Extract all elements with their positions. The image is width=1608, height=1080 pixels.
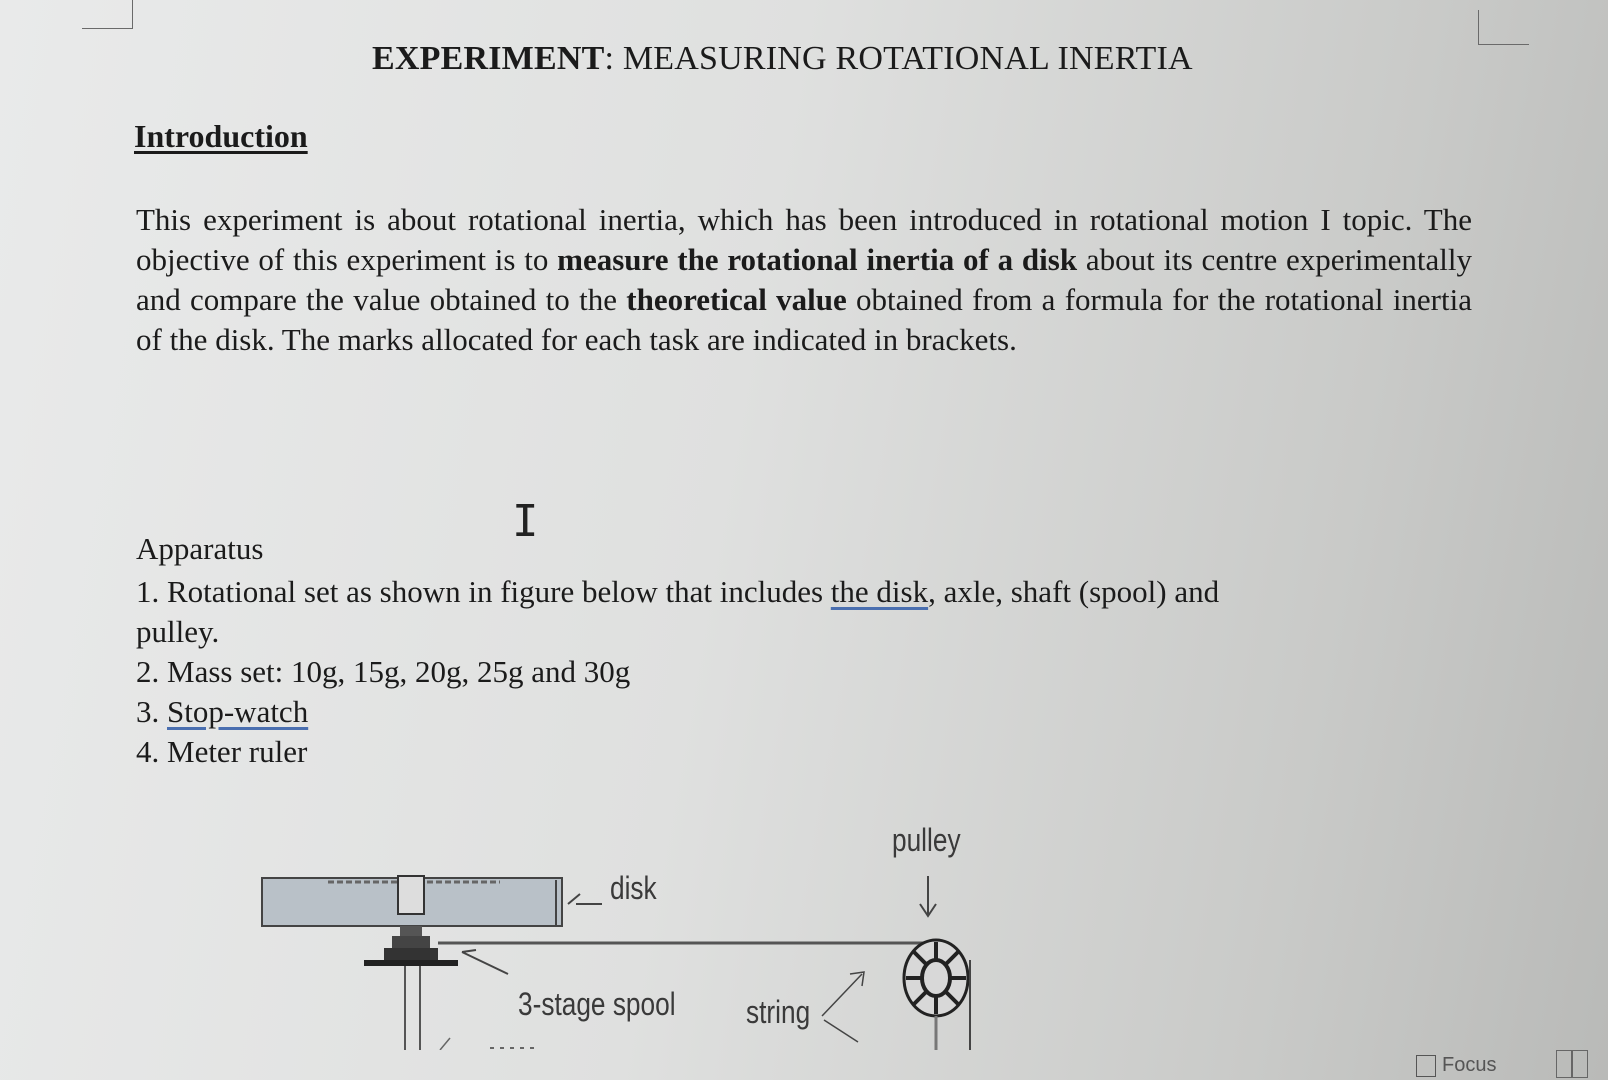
title-rest: : MEASURING ROTATIONAL INERTIA	[604, 40, 1193, 77]
ibeam-cursor-icon: I	[512, 496, 539, 547]
arrow	[462, 952, 508, 974]
figure-label-pulley: pulley	[892, 822, 961, 858]
read-mode-icon[interactable]	[1556, 1050, 1588, 1078]
list-item: pulley.	[136, 614, 220, 649]
base-plate	[364, 960, 458, 966]
page-margin-corner-top-right	[1478, 10, 1529, 45]
list-item-text: 1. Rotational set as shown in figure below that includes	[136, 574, 831, 609]
list-item: 4. Meter ruler	[136, 734, 308, 769]
intro-bold-1: measure the rotational inertia of a disk	[557, 242, 1078, 277]
list-item	[136, 572, 1386, 612]
focus-mode-icon	[1416, 1055, 1436, 1077]
figure-label-spool: 3-stage spool	[518, 986, 676, 1022]
title-bold: EXPERIMENT	[372, 40, 605, 77]
list-item: 2. Mass set: 10g, 15g, 20g, 25g and 30g	[136, 654, 631, 689]
introduction-heading: Introduction	[134, 118, 308, 154]
intro-text-3: obtained from a formula for the rotational inertia of the disk. The marks allocated for each task are indicated in brackets.	[136, 282, 1472, 357]
spool-stage	[400, 926, 422, 936]
intro-text-2: about its centre experimentally and compare the value obtained to the	[136, 242, 1472, 317]
figure-label-disk: disk	[610, 870, 657, 906]
spool-stage	[392, 936, 430, 948]
figure-label-string: string	[746, 994, 811, 1030]
page-margin-corner-top-left	[82, 0, 133, 29]
apparatus-list	[136, 572, 1386, 772]
apparatus-figure	[240, 810, 1000, 1050]
list-item	[136, 692, 1386, 732]
intro-text-1: This experiment is about rotational inertia, which has been introduced in rotational motion I topic. The objective of this experiment is to	[136, 202, 1472, 277]
axle-hub	[398, 876, 424, 914]
focus-label: Focus	[1442, 1054, 1497, 1076]
document-title	[372, 40, 1193, 78]
spool-stage	[384, 948, 438, 960]
focus-mode-button[interactable]	[1416, 1054, 1496, 1077]
intro-bold-2: theoretical value	[626, 282, 847, 317]
spellcheck-flagged-text[interactable]: the disk	[830, 574, 929, 609]
introduction-paragraph	[136, 200, 1472, 360]
spellcheck-flagged-text[interactable]: Stop-watch	[167, 694, 309, 729]
list-item-text: , axle, shaft (spool) and	[928, 574, 1220, 609]
list-item-text: 3.	[136, 694, 167, 729]
apparatus-heading: Apparatus	[136, 531, 264, 566]
arrow	[822, 974, 862, 1016]
